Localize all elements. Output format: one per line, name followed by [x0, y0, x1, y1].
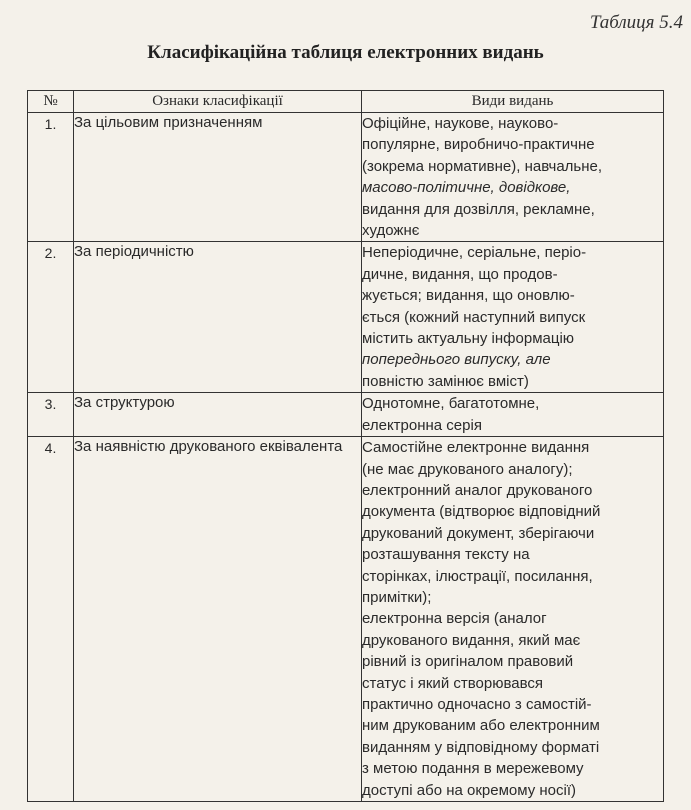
kinds-line: друкований документ, зберігаючи [362, 524, 595, 542]
row-num: 2. [28, 242, 74, 393]
kinds-line: жується; видання, що оновлю- [362, 287, 575, 305]
kinds-line: рівний із оригіналом правовий [362, 653, 574, 671]
kinds-line: ється (кожний наступний випуск [362, 308, 586, 326]
kinds-line: дичне, видання, що продов- [362, 265, 558, 283]
kinds-line: доступі або на окремому носії) [362, 781, 577, 799]
kinds-line: Однотомне, багатотомне, [362, 395, 540, 413]
table-row [28, 393, 664, 437]
header-kinds: Види видань [362, 91, 664, 113]
kinds-line: Неперіодичне, серіальне, періо- [362, 244, 587, 262]
kinds-line: друкованого видання, який має [362, 631, 581, 649]
kinds-line: електронний аналог друкованого [362, 481, 593, 499]
row-sign: За структурою [74, 393, 362, 437]
header-num: № [28, 91, 74, 113]
classification-table [27, 90, 664, 802]
kinds-line: (зокрема нормативне), навчальне, [362, 157, 603, 175]
kinds-line: популярне, виробничо-практичне [362, 136, 595, 154]
kinds-line: масово-політичне, довідкове, [362, 179, 571, 197]
row-num: 1. [28, 113, 74, 242]
kinds-line: повністю замінює вміст) [362, 372, 529, 390]
kinds-line: електронна серія [362, 416, 482, 434]
row-sign: За періодичністю [74, 242, 362, 393]
kinds-line: сторінках, ілюстрації, посилання, [362, 567, 593, 585]
row-num: 4. [28, 437, 74, 802]
kinds-line: містить актуальну інформацію [362, 330, 575, 348]
kinds-line: попереднього випуску, але [362, 351, 551, 369]
kinds-line: примітки); [362, 588, 432, 606]
kinds-line: видання для дозвілля, рекламне, [362, 200, 595, 218]
table-title: Класифікаційна таблиця електронних видань [147, 42, 544, 63]
kinds-line: розташування тексту на [362, 546, 530, 564]
row-sign: За цільовим призначенням [74, 113, 362, 242]
kinds-line: Самостійне електронне видання [362, 439, 590, 457]
kinds-line: ним друкованим або електронним [362, 717, 600, 735]
kinds-line: статус і який створювався [362, 674, 544, 692]
kinds-line: електронна версія (аналог [362, 610, 547, 628]
row-kinds [362, 113, 664, 242]
row-num: 3. [28, 393, 74, 437]
table-row [28, 113, 664, 242]
kinds-line: Офіційне, наукове, науково- [362, 115, 559, 132]
kinds-line: з метою подання в мережевому [362, 760, 584, 778]
table-number-label: Таблиця 5.4 [589, 12, 683, 33]
row-kinds [362, 393, 664, 437]
row-kinds [362, 242, 664, 393]
table-row [28, 437, 664, 802]
row-sign: За наявністю друкованого еквівалента [74, 437, 362, 802]
table-header-row [28, 91, 664, 113]
table-row [28, 242, 664, 393]
kinds-line: виданням у відповідному форматі [362, 738, 600, 756]
row-kinds [362, 437, 664, 802]
kinds-line: документа (відтворює відповідний [362, 503, 601, 521]
header-sign: Ознаки класифікації [74, 91, 362, 113]
kinds-line: практично одночасно з самостій- [362, 695, 592, 713]
kinds-line: (не має друкованого аналогу); [362, 460, 573, 478]
kinds-line: художнє [362, 222, 420, 240]
